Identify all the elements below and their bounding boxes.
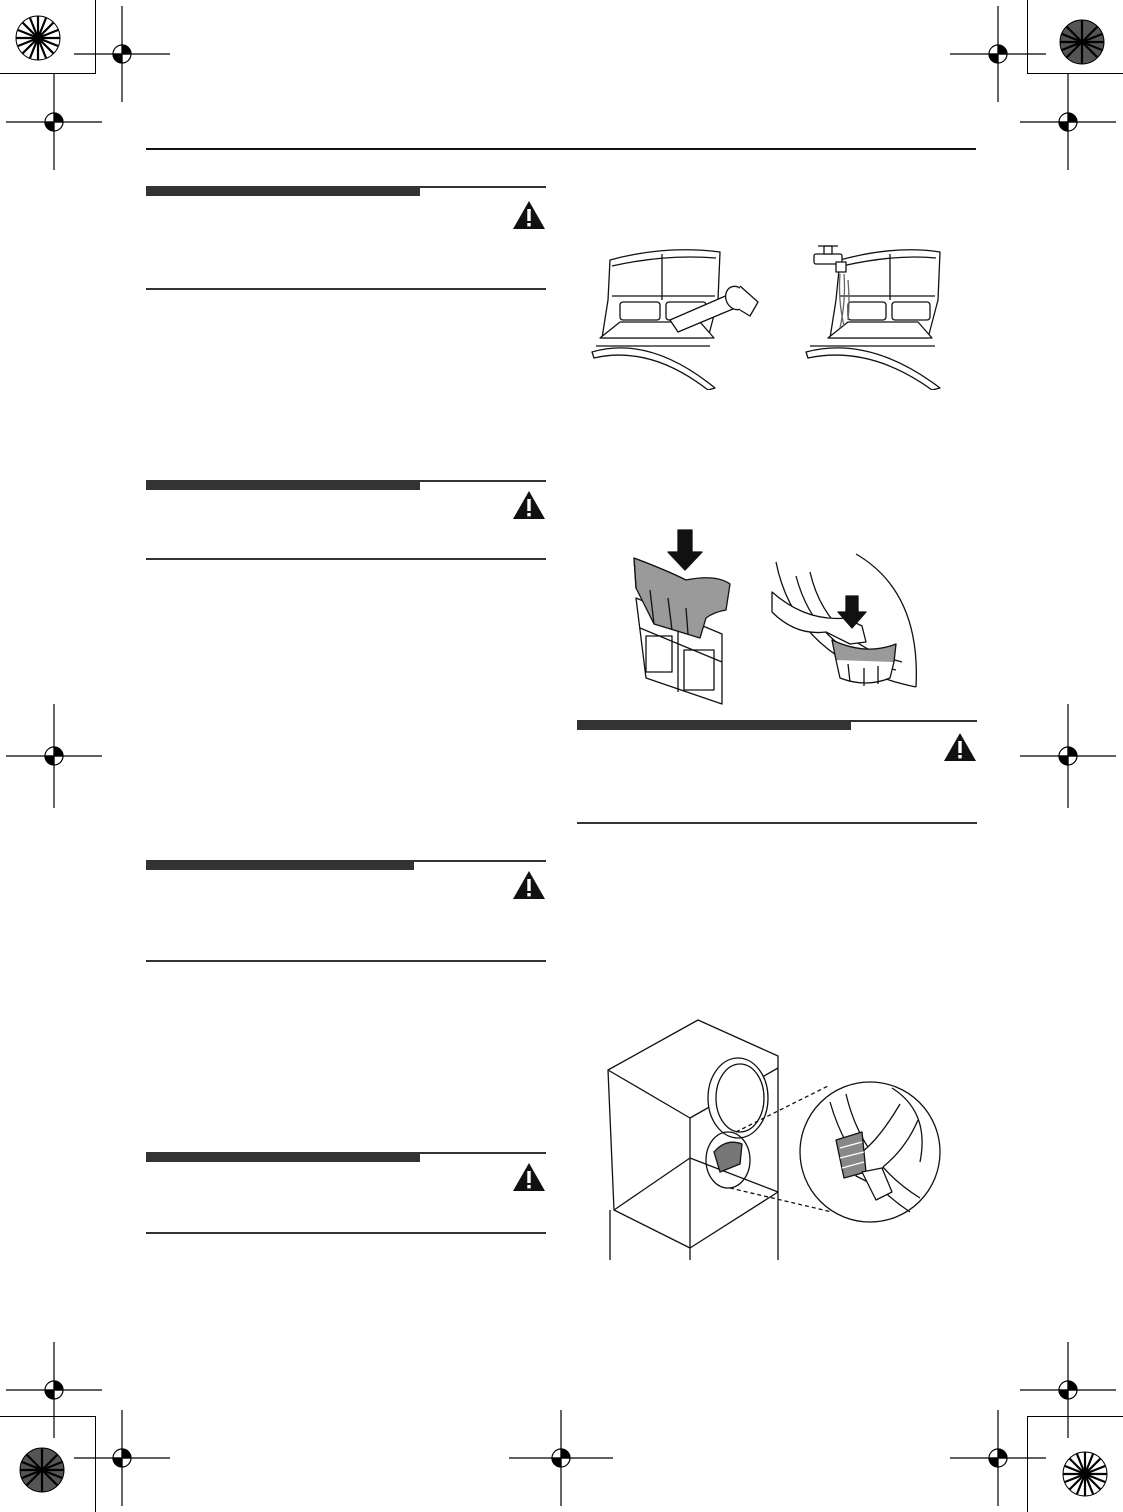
warning-block — [146, 186, 546, 292]
dryer-filter-location-figure — [600, 1012, 960, 1262]
warning-triangle-icon — [512, 490, 546, 520]
reg-target-icon — [509, 1410, 613, 1506]
reg-target-icon — [1020, 1342, 1116, 1438]
reg-target-icon — [1020, 74, 1116, 170]
warning-triangle-icon — [512, 200, 546, 230]
lint-filter-vacuum-figure — [590, 240, 770, 390]
lint-filter-rinse-figure — [800, 240, 980, 390]
reg-target-icon — [6, 74, 102, 170]
reg-target-icon — [950, 6, 1046, 102]
reg-target-icon — [74, 6, 170, 102]
warning-block — [577, 720, 977, 826]
reg-target-icon — [950, 1410, 1046, 1506]
warning-triangle-icon — [943, 732, 977, 762]
filter-insert-figure — [626, 528, 756, 708]
warning-block — [146, 1152, 546, 1236]
reg-target-icon — [74, 1410, 170, 1506]
reg-target-icon — [6, 704, 102, 808]
warning-block — [146, 480, 546, 564]
reg-target-icon — [6, 1342, 102, 1438]
filter-install-door-figure — [766, 552, 926, 692]
warning-triangle-icon — [512, 870, 546, 900]
warning-block — [146, 860, 546, 966]
warning-triangle-icon — [512, 1162, 546, 1192]
reg-target-icon — [1020, 704, 1116, 808]
